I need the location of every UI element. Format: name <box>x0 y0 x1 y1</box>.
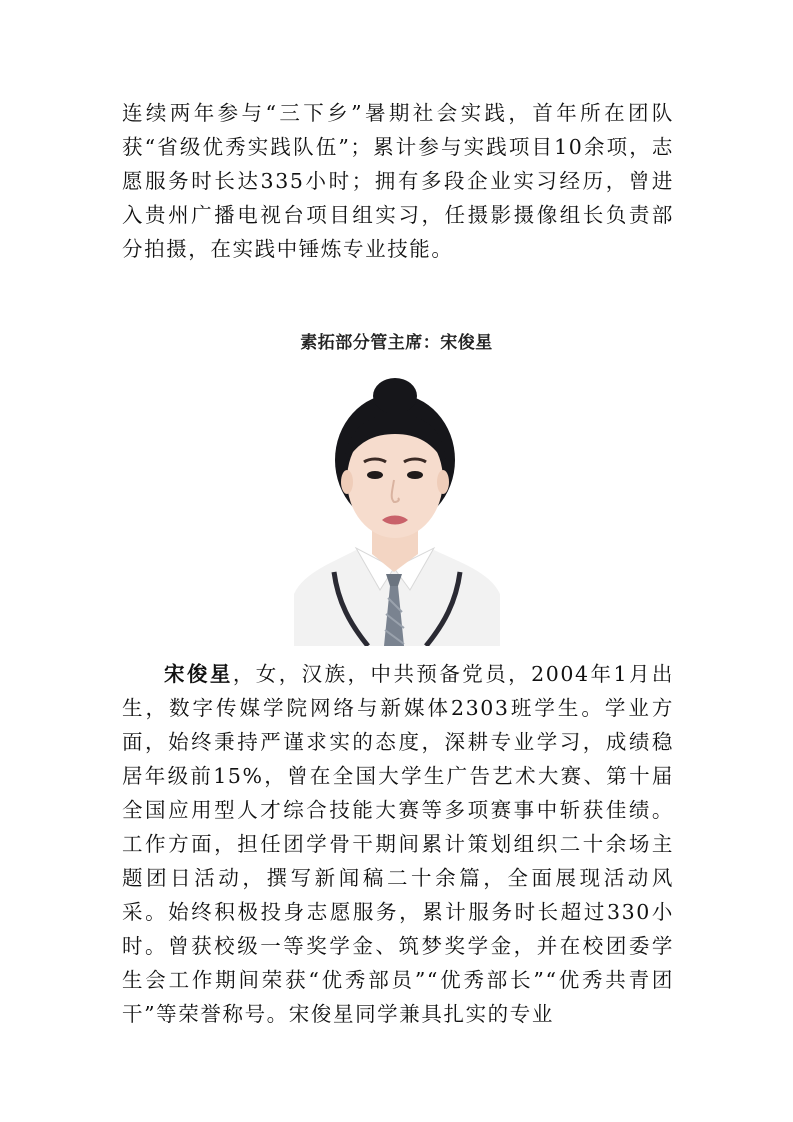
profile-text: ，女，汉族，中共预备党员，2004年1月出生，数字传媒学院网络与新媒体2303班学生。学业方面，始终秉持严谨求实的态度，深耕专业学习，成绩稳居年级前15%，曾在全国大学生广告艺术大赛、第十届全国应用型人才综合技能大赛等多项赛事中斩获佳绩。工作方面，担任团学骨干期间累计策划组织二十余场主题团日活动，撰写新闻稿二十余篇，全面展现活动风采。始终积极投身志愿服务，累计服务时长超过330小时。曾获校级一等奖学金、筑梦奖学金，并在校团委学生会工作期间荣获“优秀部员”“优秀部长”“优秀共青团干”等荣誉称号。宋俊星同学兼具扎实的专业 <box>122 662 674 1026</box>
paragraph-profile <box>122 657 674 1027</box>
section-heading: 素拓部分管主席：宋俊星 <box>300 333 493 353</box>
profile-name: 宋俊星 <box>164 662 233 686</box>
paragraph-practice: 连续两年参与“三下乡”暑期社会实践，首年所在团队获“省级优秀实践队伍”；累计参与实践项目10余项，志愿服务时长达335小时；拥有多段企业实习经历，曾进入贵州广播电视台项目组实习，任摄影摄像组长负责部分拍摄，在实践中锤炼专业技能。 <box>122 101 674 261</box>
portrait-photo <box>294 362 500 646</box>
